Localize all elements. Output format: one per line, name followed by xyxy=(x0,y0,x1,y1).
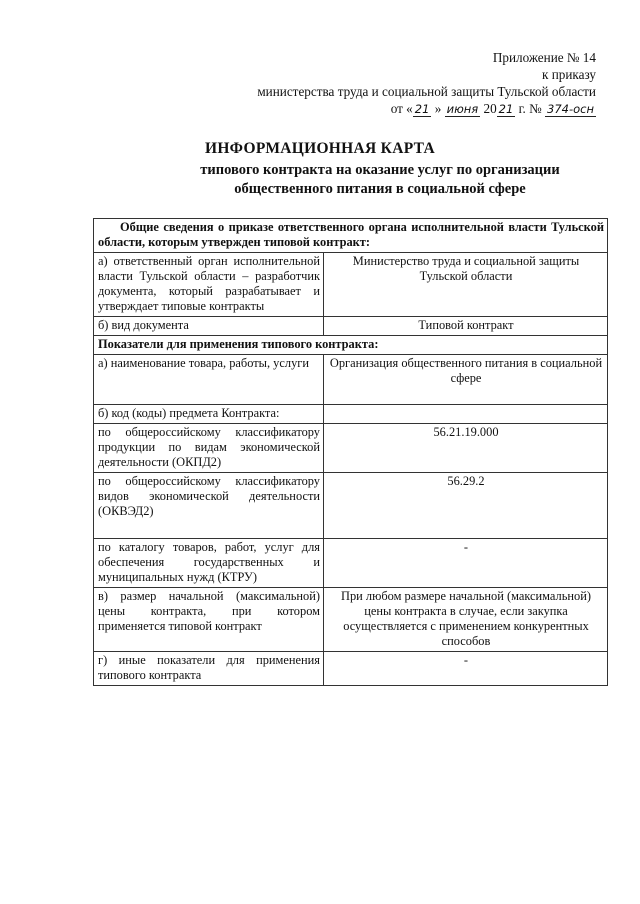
order-date-line xyxy=(257,100,596,118)
row-label: по каталогу товаров, работ, услуг для обеспечения государственных и муниципальных нужд (КТРУ) xyxy=(94,539,324,588)
table-row xyxy=(94,253,608,317)
appendix-header xyxy=(257,49,596,118)
row-value: 56.29.2 xyxy=(324,473,608,539)
table-row xyxy=(94,405,608,424)
row-value: Организация общественного питания в социальной сфере xyxy=(324,355,608,405)
date-year-handwritten: 21 xyxy=(498,102,514,116)
section-header-row xyxy=(94,336,608,355)
info-card-table xyxy=(93,218,608,686)
subtitle-line-2: общественного питания в социальной сфере xyxy=(234,181,526,197)
date-day-handwritten: 21 xyxy=(414,102,430,116)
section2-header: Показатели для применения типового контракта: xyxy=(94,336,608,355)
date-prefix: от « xyxy=(390,101,413,116)
section-header-row xyxy=(94,219,608,253)
date-mid: » xyxy=(434,101,442,116)
date-year-prefix: 20 xyxy=(483,101,497,116)
row-label: а) наименование товара, работы, услуги xyxy=(94,355,324,405)
row-label: в) размер начальной (максимальной) цены контракта, при котором применяется типовой контракт xyxy=(94,588,324,652)
row-label: б) вид документа xyxy=(94,317,324,336)
table-row xyxy=(94,588,608,652)
row-label: а) ответственный орган исполнительной власти Тульской области – разработчик документа, который разрабатывает и утверждает типовые контракты xyxy=(94,253,324,317)
table-row xyxy=(94,355,608,405)
row-label: г) иные показатели для применения типового контракта xyxy=(94,652,324,686)
appendix-number: Приложение № 14 xyxy=(492,50,596,65)
date-year-label: г. № xyxy=(518,101,542,116)
document-title: ИНФОРМАЦИОННАЯ КАРТА xyxy=(204,140,436,157)
table-row xyxy=(94,473,608,539)
row-value: При любом размере начальной (максимальной) цены контракта в случае, если закупка осуществляется с применением конкурентных способов xyxy=(324,588,608,652)
row-value: - xyxy=(324,539,608,588)
date-month-handwritten: июня xyxy=(446,102,479,116)
row-value: Типовой контракт xyxy=(324,317,608,336)
row-label: по общероссийскому классификатору продукции по видам экономической деятельности (ОКПД2) xyxy=(94,424,324,473)
row-value: 56.21.19.000 xyxy=(324,424,608,473)
table-row xyxy=(94,652,608,686)
table-row xyxy=(94,317,608,336)
ministry-name: министерства труда и социальной защиты Тульской области xyxy=(257,84,596,99)
row-value: Министерство труда и социальной защиты Тульской области xyxy=(324,253,608,317)
to-order-label: к приказу xyxy=(542,67,596,82)
row-label: по общероссийскому классификатору видов экономической деятельности (ОКВЭД2) xyxy=(94,473,324,539)
row-label: б) код (коды) предмета Контракта: xyxy=(94,405,324,424)
section1-header: Общие сведения о приказе ответственного органа исполнительной власти Тульской области, которым утвержден типовой контракт: xyxy=(94,219,608,253)
row-value xyxy=(324,405,608,424)
subtitle-line-1: типового контракта на оказание услуг по организации xyxy=(200,162,560,178)
table-row xyxy=(94,424,608,473)
row-value: - xyxy=(324,652,608,686)
order-number-handwritten: 374-осн xyxy=(547,102,594,116)
document-subtitle xyxy=(60,161,640,199)
table-row xyxy=(94,539,608,588)
